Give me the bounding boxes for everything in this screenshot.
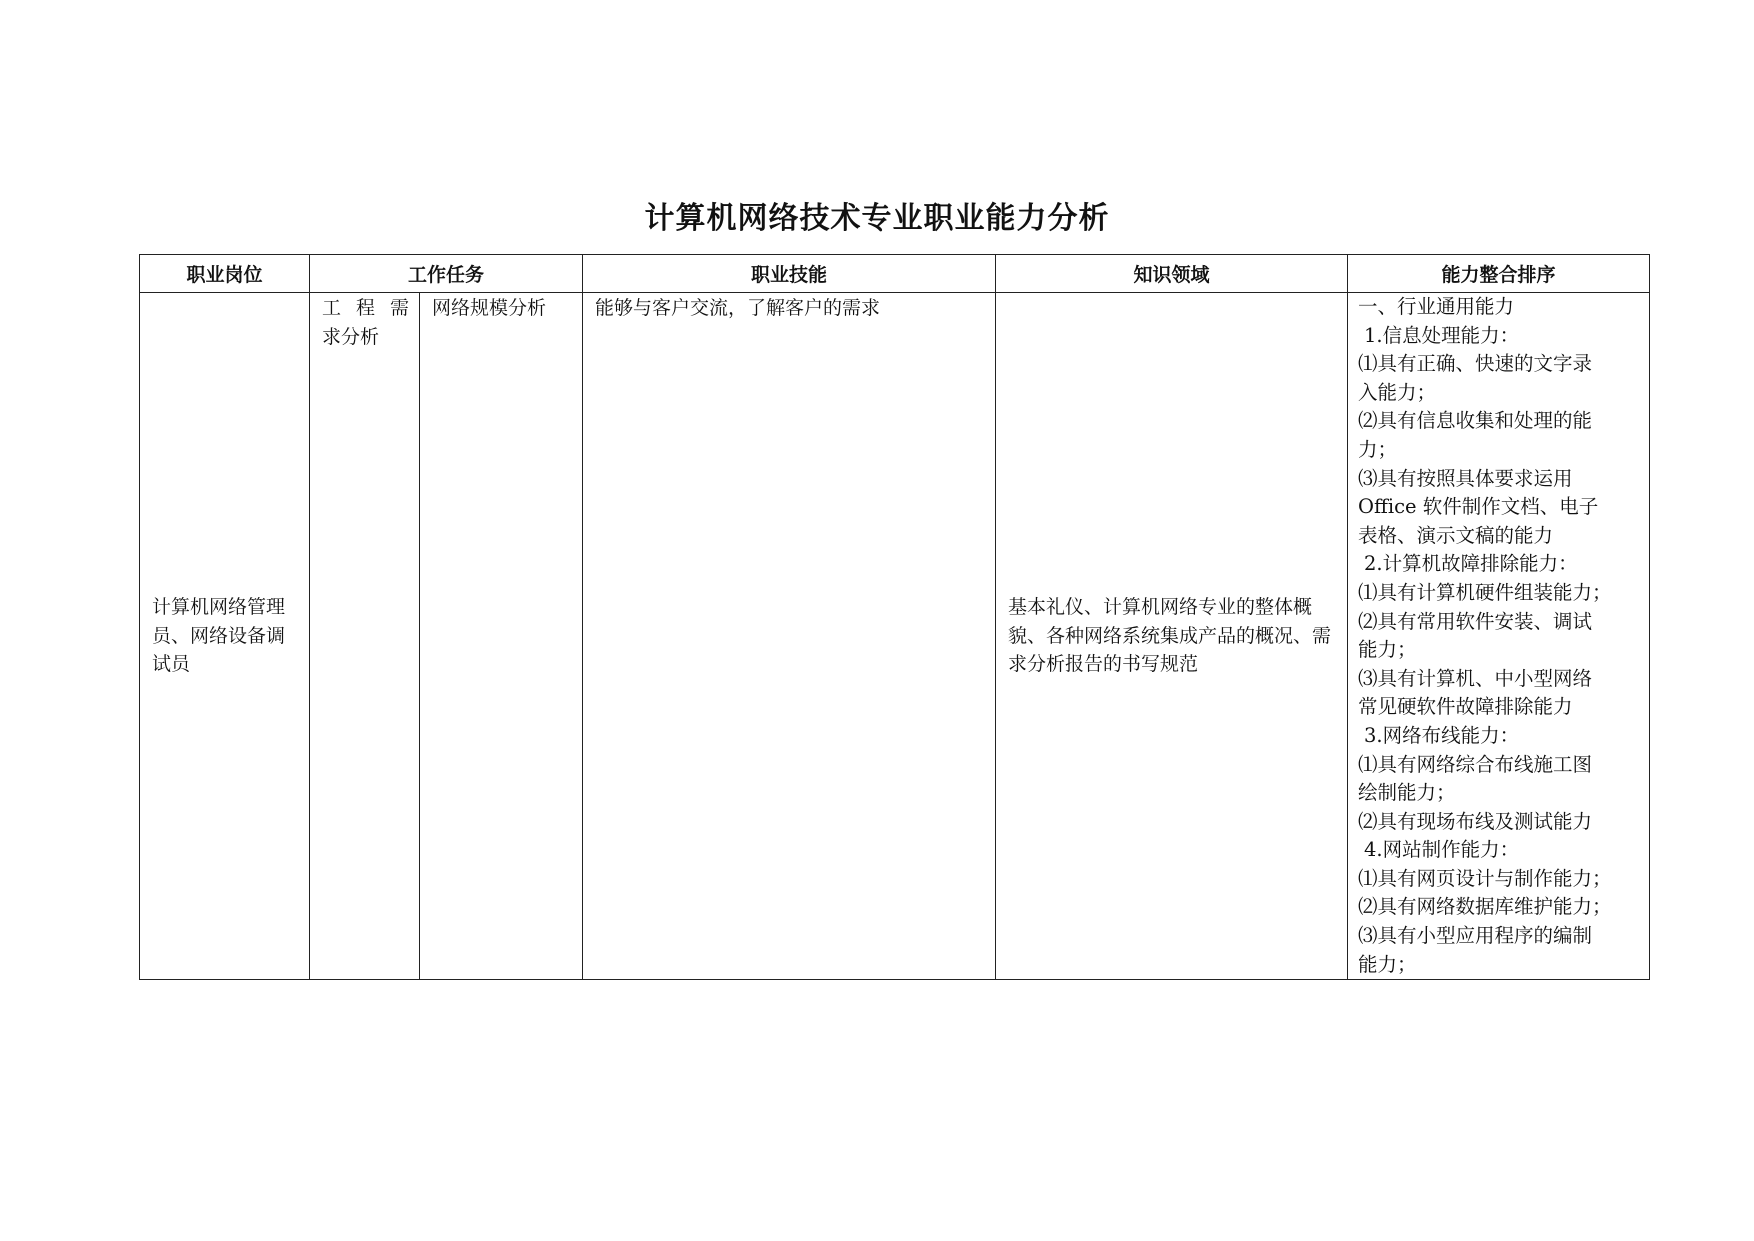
ability-line: ⑴具有计算机硬件组装能力； bbox=[1358, 580, 1612, 604]
ability-line: ⑴具有网络综合布线施工图 bbox=[1358, 752, 1593, 776]
header-ability: 能力整合排序 bbox=[1348, 255, 1650, 293]
ability-line: 2.计算机故障排除能力： bbox=[1364, 552, 1578, 576]
analysis-table bbox=[139, 254, 1650, 980]
cell-ability bbox=[1348, 293, 1650, 980]
ability-line: 1.信息处理能力： bbox=[1364, 323, 1520, 347]
ability-line: ⑵具有常用软件安装、调试 bbox=[1358, 609, 1593, 633]
ability-line: ⑶具有小型应用程序的编制 bbox=[1358, 924, 1593, 948]
cell-post: 计算机网络管理员、网络设备调试员 bbox=[140, 293, 310, 980]
table-row bbox=[140, 293, 1650, 980]
ability-line: ⑵具有信息收集和处理的能 bbox=[1358, 409, 1593, 433]
ability-line: ⑴具有网页设计与制作能力； bbox=[1358, 866, 1612, 890]
ability-line: Office 软件制作文档、电子 bbox=[1358, 495, 1599, 519]
ability-line: 力； bbox=[1358, 437, 1398, 461]
cell-task-sub: 网络规模分析 bbox=[420, 293, 583, 980]
header-post: 职业岗位 bbox=[140, 255, 310, 293]
cell-task-main: 工 程 需 求分析 bbox=[310, 293, 420, 980]
page-title: 计算机网络技术专业职业能力分析 bbox=[644, 201, 1110, 236]
ability-line: ⑵具有网络数据库维护能力； bbox=[1358, 895, 1612, 919]
header-knowledge: 知识领域 bbox=[996, 255, 1348, 293]
ability-line: 入能力； bbox=[1358, 380, 1437, 404]
ability-line: 能力； bbox=[1358, 952, 1417, 976]
header-skill: 职业技能 bbox=[583, 255, 996, 293]
table-header-row bbox=[140, 255, 1650, 293]
ability-line: 表格、演示文稿的能力 bbox=[1358, 523, 1554, 547]
ability-line: ⑴具有正确、快速的文字录 bbox=[1358, 352, 1593, 376]
ability-line: ⑶具有计算机、中小型网络 bbox=[1358, 666, 1593, 690]
ability-line: 3.网络布线能力： bbox=[1364, 723, 1520, 747]
ability-line: 绘制能力； bbox=[1358, 781, 1456, 805]
ability-line: 常见硬软件故障排除能力 bbox=[1358, 695, 1573, 719]
ability-line: 能力； bbox=[1358, 638, 1417, 662]
ability-line: ⑶具有按照具体要求运用 bbox=[1358, 466, 1573, 490]
ability-line: ⑵具有现场布线及测试能力 bbox=[1358, 809, 1593, 833]
ability-line: 一、行业通用能力 bbox=[1358, 295, 1515, 318]
cell-knowledge: 基本礼仪、计算机网络专业的整体概貌、各种网络系统集成产品的概况、需求分析报告的书写规范 bbox=[996, 293, 1348, 980]
header-task: 工作任务 bbox=[310, 255, 583, 293]
ability-line: 4.网站制作能力： bbox=[1364, 838, 1520, 862]
cell-skill: 能够与客户交流，了解客户的需求 bbox=[583, 293, 996, 980]
